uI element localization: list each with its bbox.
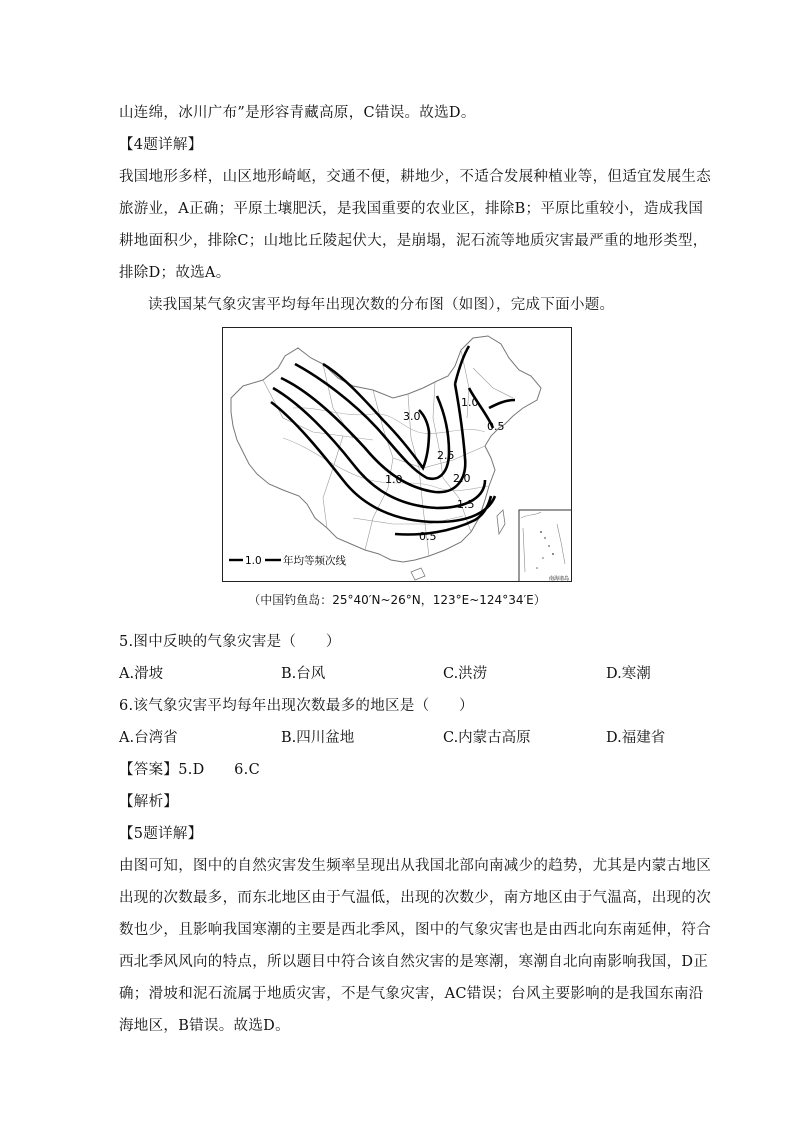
line-1: 山连绵，冰川广布”是形容青藏高原，C错误。故选D。 bbox=[119, 105, 476, 121]
map-caption: （中国钓鱼岛：25°40′N~26°N，123°E~124°34′E） bbox=[248, 593, 546, 607]
line-3: 我国地形多样，山区地形崎岖，交通不便，耕地少，不适合发展种植业等，但适宜发展生态 bbox=[119, 169, 711, 185]
q5-option-a: A.滑坡 bbox=[119, 666, 164, 682]
line-6: 排除D；故选A。 bbox=[119, 265, 231, 281]
q5-option-b: B.台风 bbox=[281, 666, 326, 682]
q6-option-a: A.台湾省 bbox=[119, 730, 178, 746]
paragraph-line-1: 由图可知，图中的自然灾害发生频率呈现出从我国北部向南减少的趋势，尤其是内蒙古地区 bbox=[119, 858, 711, 874]
q5-option-d: D.寒潮 bbox=[606, 666, 651, 682]
south-china-sea-inset bbox=[519, 510, 572, 582]
label-0-5-south: 0.5 bbox=[419, 530, 437, 543]
question-5: 5.图中反映的气象灾害是（ ） bbox=[119, 634, 341, 650]
label-1-0-northeast: 1.0 bbox=[461, 396, 479, 409]
china-outline bbox=[231, 336, 541, 562]
label-0-5-northeast: 0.5 bbox=[487, 420, 505, 433]
paragraph-line-3: 数也少，且影响我国寒潮的主要是西北季风，图中的气象灾害也是由西北向东南延伸，符合 bbox=[119, 922, 711, 938]
taiwan-island bbox=[497, 510, 505, 534]
label-3-0: 3.0 bbox=[403, 410, 421, 423]
paragraph-line-6: 海地区，B错误。故选D。 bbox=[119, 1018, 290, 1034]
line-5: 耕地面积少，排除C；山地比丘陵起伏大，是崩塌，泥石流等地质灾害最严重的地形类型， bbox=[119, 233, 708, 249]
map-intro: 读我国某气象灾害平均每年出现次数的分布图（如图），完成下面小题。 bbox=[148, 297, 615, 313]
heading-5-detail: 【5题详解】 bbox=[119, 826, 203, 842]
label-2-0: 2.0 bbox=[453, 472, 471, 485]
hainan-island bbox=[411, 568, 425, 580]
answer-line: 【答案】5.D 6.C bbox=[119, 762, 260, 778]
paragraph-line-5: 确；滑坡和泥石流属于地质灾害，不是气象灾害，AC错误；台风主要影响的是我国东南沿 bbox=[119, 986, 704, 1002]
heading-4-detail: 【4题详解】 bbox=[119, 137, 203, 153]
inset-label: 南海诸岛 bbox=[549, 576, 570, 582]
isoline-0-5-northeast bbox=[489, 400, 515, 408]
analysis-heading: 【解析】 bbox=[119, 794, 179, 810]
paragraph-line-2: 出现的次数最多，而东北地区由于气温低，出现的次数少，南方地区由于气温高，出现的次 bbox=[119, 890, 711, 906]
q6-option-d: D.福建省 bbox=[606, 730, 666, 746]
label-1-5: 1.5 bbox=[457, 498, 475, 511]
legend-text: 年均等频次线 bbox=[283, 555, 346, 567]
label-2-5: 2.5 bbox=[437, 449, 455, 462]
q5-option-c: C.洪涝 bbox=[443, 666, 488, 682]
legend-value: 1.0 bbox=[245, 555, 262, 567]
map-svg bbox=[223, 328, 572, 582]
q6-option-b: B.四川盆地 bbox=[281, 730, 355, 746]
china-isoline-map bbox=[222, 327, 572, 582]
label-1-0-west: 1.0 bbox=[385, 473, 403, 486]
line-4: 旅游业，A正确；平原土壤肥沃，是我国重要的农业区，排除B；平原比重较小，造成我国 bbox=[119, 201, 704, 217]
q6-option-c: C.内蒙古高原 bbox=[443, 730, 531, 746]
isoline-2-0 bbox=[281, 378, 465, 492]
question-6: 6.该气象灾害平均每年出现次数最多的地区是（ ） bbox=[119, 698, 474, 714]
paragraph-line-4: 西北季风风向的特点，所以题目中符合该自然灾害的是寒潮，寒潮自北向南影响我国，D正 bbox=[119, 954, 709, 970]
